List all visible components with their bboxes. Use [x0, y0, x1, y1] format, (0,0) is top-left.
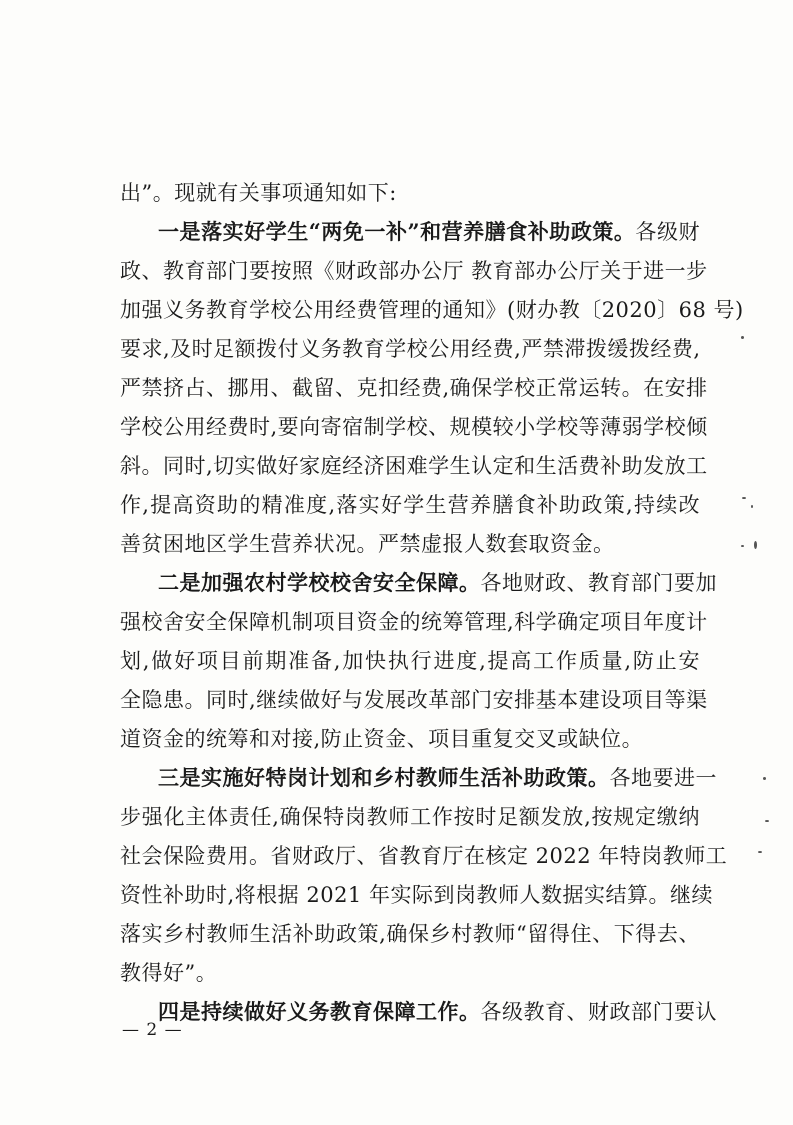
text-line: 严禁挤占、挪用、截留、克扣经费,确保学校正常运转。在安排 [120, 376, 708, 400]
text-line: 学校公用经费时,要向寄宿制学校、规模较小学校等薄弱学校倾 [120, 415, 708, 439]
paragraph-3-text: 各地要进一 [609, 766, 717, 790]
text-line: 道资金的统筹和对接,防止资金、项目重复交叉或缺位。 [120, 727, 644, 751]
text-line: 出”。现就有关事项通知如下: [120, 181, 397, 205]
scan-speck [741, 336, 744, 339]
paragraph-3-heading: 三是实施好特岗计划和乡村教师生活补助政策。 [158, 765, 610, 790]
text-line: 教得好”。 [120, 961, 218, 985]
page-number: — 2 — [122, 1020, 183, 1040]
text-line: 作,提高资助的精准度,落实好学生营养膳食补助政策,持续改 [120, 493, 700, 517]
text-line: 步强化主体责任,确保特岗教师工作按时足额发放,按规定缴纳 [120, 805, 700, 829]
paragraph-2-heading: 二是加强农村学校校舍安全保障。 [158, 570, 481, 595]
paragraph-4-heading: 四是持续做好义务教育保障工作。 [158, 999, 481, 1024]
text-line: 划,做好项目前期准备,加快执行进度,提高工作质量,防止安 [120, 649, 700, 673]
text-line: 善贫困地区学生营养状况。严禁虚报人数套取资金。 [120, 532, 615, 556]
text-line: 强校舍安全保障机制项目资金的统筹管理,科学确定项目年度计 [120, 610, 708, 634]
text-line: 落实乡村教师生活补助政策,确保乡村教师“留得住、下得去、 [120, 922, 700, 946]
scan-speck [765, 820, 769, 822]
paragraph-2-text: 各地财政、教育部门要加 [480, 571, 717, 595]
paragraph-2-first-line [158, 568, 717, 598]
scan-speck [741, 545, 744, 547]
text-line: 要求,及时足额拨付义务教育学校公用经费,严禁滞拨缓拨经费, [120, 337, 701, 361]
text-line: 政、教育部门要按照《财政部办公厅 教育部办公厅关于进一步 [120, 259, 708, 283]
text-line: 全隐患。同时,继续做好与发展改革部门安排基本建设项目等渠 [120, 688, 708, 712]
scan-speck [742, 497, 746, 499]
paragraph-4-first-line [158, 997, 717, 1027]
paragraph-1-first-line [158, 217, 700, 247]
paragraph-4-text: 各级教育、财政部门要认 [480, 1000, 717, 1024]
scan-speck [763, 777, 766, 780]
paragraph-3-first-line [158, 763, 717, 793]
paragraph-1-text: 各级财 [635, 220, 700, 244]
scan-speck [754, 541, 757, 549]
text-line: 资性补助时,将根据 2021 年实际到岗教师人数据实结算。继续 [120, 883, 713, 907]
scan-speck [758, 851, 762, 853]
text-line: 斜。同时,切实做好家庭经济困难学生认定和生活费补助发放工 [120, 454, 708, 478]
text-line: 社会保险费用。省财政厅、省教育厅在核定 2022 年特岗教师工 [120, 844, 728, 868]
text-line: 加强义务教育学校公用经费管理的通知》(财办教〔2020〕68 号) [120, 298, 744, 322]
scan-speck [751, 505, 753, 508]
paragraph-1-heading: 一是落实好学生“两免一补”和营养膳食补助政策。 [158, 219, 636, 244]
